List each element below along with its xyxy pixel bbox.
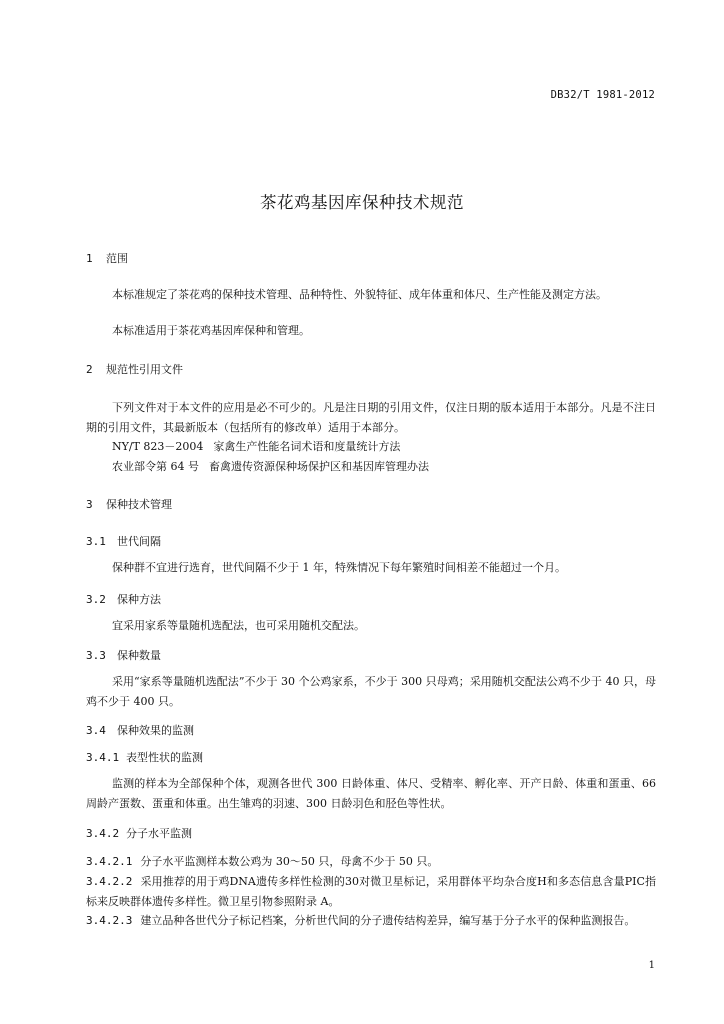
section-number: 3.1 xyxy=(86,535,106,548)
page-number: 1 xyxy=(648,960,655,971)
reference-title: 家禽生产性能名词术语和度量统计方法 xyxy=(213,440,401,453)
section-title: 规范性引用文件 xyxy=(106,363,183,376)
section-title: 保种数量 xyxy=(117,649,161,662)
clause-number: 3.4.2.1 xyxy=(86,855,133,868)
section-3-1-paragraph: 保种群不宜进行选育，世代间隔不少于 1 年，特殊情况下每年繁殖时间相差不能超过一个月。 xyxy=(112,561,566,574)
sub-clause-item xyxy=(86,852,656,872)
section-3-heading xyxy=(86,496,172,512)
section-title: 范围 xyxy=(106,252,128,265)
section-title: 世代间隔 xyxy=(117,535,161,548)
clause-number: 3.4.2.3 xyxy=(86,914,133,927)
reference-code: NY/T 823－2004 xyxy=(112,440,204,453)
section-title: 保种效果的监测 xyxy=(117,724,194,737)
section-1-paragraph-2: 本标准适用于茶花鸡基因库保种和管理。 xyxy=(112,324,310,337)
section-number: 3.4.2 xyxy=(86,827,120,840)
section-3-4-2-heading xyxy=(86,825,192,841)
standard-code: DB32/T 1981-2012 xyxy=(550,89,655,101)
section-2-paragraph: 下列文件对于本文件的应用是必不可少的。凡是注日期的引用文件，仅注日期的版本适用于本部分。凡是不注日期的引用文件，其最新版本（包括所有的修改单）适用于本部分。 xyxy=(86,401,656,434)
section-3-4-1-paragraph: 监测的样本为全部保种个体，观测各世代 300 日龄体重、体尺、受精率、孵化率、开产日龄、体重和蛋重、66 周龄产蛋数、蛋重和体重。出生雏鸡的羽速、300 日龄羽色和胫色等性状。 xyxy=(86,777,656,810)
section-title: 保种方法 xyxy=(117,593,161,606)
section-3-1-heading xyxy=(86,533,161,549)
section-number: 3.4.1 xyxy=(86,751,120,764)
section-number: 3.4 xyxy=(86,724,106,737)
section-number: 3 xyxy=(86,498,93,511)
sub-clause-item xyxy=(86,872,656,912)
section-title: 分子水平监测 xyxy=(126,827,192,840)
reference-title: 畜禽遗传资源保种场保护区和基因库管理办法 xyxy=(209,460,429,473)
reference-code: 农业部令第 64 号 xyxy=(112,460,199,473)
section-3-4-heading xyxy=(86,722,194,738)
clause-number: 3.4.2.2 xyxy=(86,875,133,888)
reference-item xyxy=(112,458,429,474)
clause-text: 分子水平监测样本数公鸡为 30～50 只，母禽不少于 50 只。 xyxy=(140,855,439,868)
section-number: 2 xyxy=(86,363,93,376)
sub-clause-item xyxy=(86,911,656,931)
document-title: 茶花鸡基因库保种技术规范 xyxy=(260,193,464,212)
section-number: 1 xyxy=(86,252,93,265)
section-3-3-heading xyxy=(86,647,161,663)
section-3-2-paragraph: 宜采用家系等量随机选配法，也可采用随机交配法。 xyxy=(112,619,365,632)
section-3-4-1-heading xyxy=(86,749,203,765)
section-3-3-paragraph: 采用“家系等量随机选配法”不少于 30 个公鸡家系，不少于 300 只母鸡；采用随机交配法公鸡不少于 40 只，母鸡不少于 400 只。 xyxy=(86,675,656,708)
section-3-2-heading xyxy=(86,591,161,607)
section-1-heading xyxy=(86,250,128,266)
clause-text: 建立品种各世代分子标记档案，分析世代间的分子遗传结构差异，编写基于分子水平的保种监测报告。 xyxy=(140,914,636,927)
reference-item xyxy=(112,438,400,454)
section-title: 表型性状的监测 xyxy=(126,751,203,764)
section-2-heading xyxy=(86,361,183,377)
section-number: 3.2 xyxy=(86,593,106,606)
section-number: 3.3 xyxy=(86,649,106,662)
section-title: 保种技术管理 xyxy=(106,498,172,511)
clause-text: 采用推荐的用于鸡DNA遗传多样性检测的30对微卫星标记，采用群体平均杂合度H和多态信息含量PIC指标来反映群体遗传多样性。微卫星引物参照附录 A。 xyxy=(86,875,656,908)
section-1-paragraph-1: 本标准规定了茶花鸡的保种技术管理、品种特性、外貌特征、成年体重和体尺、生产性能及测定方法。 xyxy=(112,288,607,301)
